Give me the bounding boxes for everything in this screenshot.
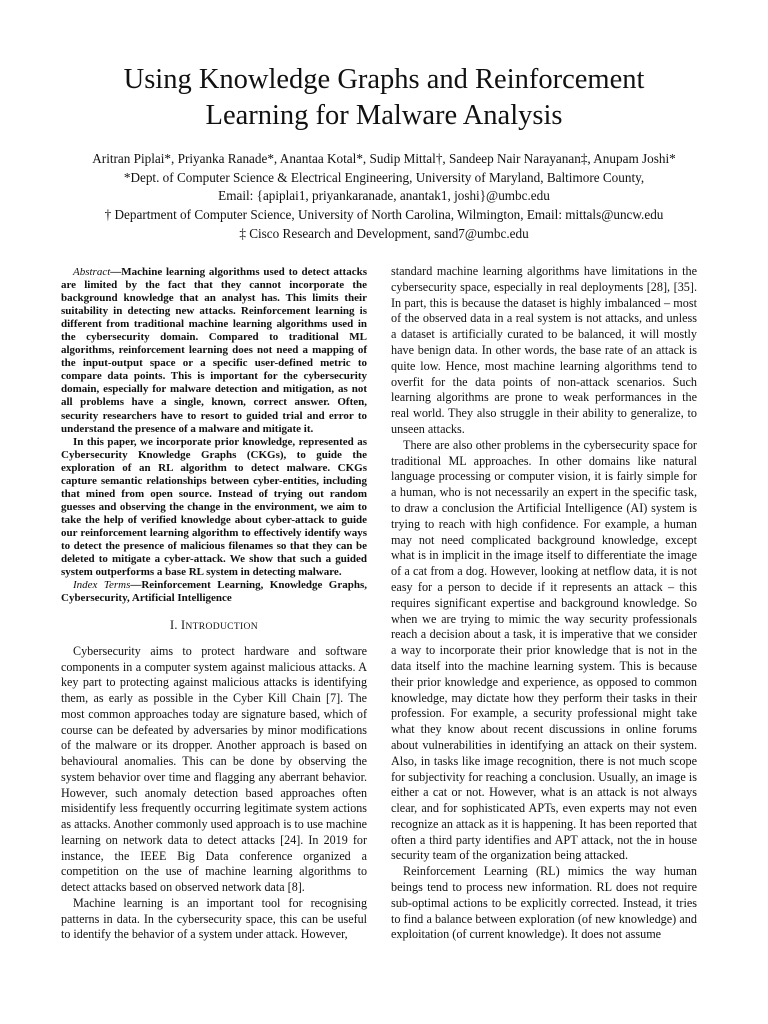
affiliation-umbc-email: Email: {apiplai1, priyankaranade, anantak1, joshi}@umbc.edu — [218, 188, 550, 204]
affiliation-umbc: *Dept. of Computer Science & Electrical Engineering, University of Maryland, Baltimore County, — [123, 169, 645, 185]
index-terms-text: —Reinforcement Learning, Knowledge Graphs, Cybersecurity, Artificial Intelligence — [61, 579, 367, 605]
right-paragraph-2: There are also other problems in the cybersecurity space for traditional ML approaches. In other domains like natural language processing or computer vision, it is fairly simple for a human, who is not necessarily an expert in the specific task, to draw a conclusion the Artificial Intelligence (AI) system is trying to reach with high confidence. For example, a human may not need complicated background knowledge, except what is in implicit in the image itself to differentiate the image of a cat from a dog. However, looking at netflow data, it is not easy for a person to decide if it represents an attack – this requires significant expertise and background knowledge. So when we are trying to mimic the way security professionals reach a decision about a task, it is imperative that we consider a way to incorporate their prior knowledge that is not in the data itself into the machine learning system. This is because their prior knowledge and experience, as opposed to common knowledge, may dictate how they perform their tasks in their profession. For example, a security professional might take what they know about recent discussions in online forums about vulnerabilities in identifying an attack on their system. Also, in tasks like image recognition, there is not much scope for subjectivity for reaching a conclusion. Usually, an image is either a cat or not. However, what is an attack is not always clear, and for sophisticated APTs, even experts may not even recognize an attack as it is happening. It has been reported that often a third party identifies and APT attack, not the in house security team of the organization being attacked. — [391, 437, 697, 863]
intro-paragraph-1: Cybersecurity aims to protect hardware and software components in a computer system against malicious attacks. A key part to protecting against malicious attacks is identifying them, as early as possible in the Cyber Kill Chain [7]. The most common approaches today are signature based, which of course can be defeated by adversaries by minor modifications of the malware or its dropper. Another approach is based on behavioural anomalies. This can be done by observing the system behavior over time and flagging any aberrant behavior. However, such anomaly detection based approaches often misidentify less frequently occurring legitimate system actions as attacks. Another commonly used approach is to use machine learning on network data to detect attacks [24]. In 2019 for instance, the IEEE Big Data conference organized a competition on the use of machine learning algorithms to detect attacks based on observed network data [8]. — [61, 643, 367, 895]
abstract — [61, 266, 367, 605]
index-terms-label: Index Terms — [73, 579, 131, 592]
affiliation-uncw: † Department of Computer Science, University of North Carolina, Wilmington, Email: mittals@uncw.edu — [104, 207, 664, 223]
title-line-1: Using Knowledge Graphs and Reinforcement — [123, 64, 645, 95]
right-paragraph-3: Reinforcement Learning (RL) mimics the way human beings tend to process new information. RL does not require sub-optimal actions to be explicitly corrected. Instead, it tries to find a balance between exploration (of new knowledge) and exploitation (of current knowledge). It does not assume — [391, 864, 697, 942]
right-paragraph-1: standard machine learning algorithms have limitations in the cybersecurity space, especially in real deployments [28], [35]. In part, this is because the dataset is highly imbalanced – most of the observed data in a real system is not attacks, and unless a dataset is artificially curated to be balanced, it will mostly have benign data. In other words, the base rate of an attack is quite low. Hence, most machine learning algorithms tend to overfit for the data points of non-attack scenarios. Such learning algorithms are prone to weak performances in the real world. They also struggle in their ability to generalize, to unseen attacks. — [391, 264, 697, 436]
abstract-label: Abstract — [73, 266, 111, 278]
abstract-paragraph-2: In this paper, we incorporate prior knowledge, represented as Cybersecurity Knowledge Graphs (CKGs), to guide the exploration of an RL algorithm to detect malware. CKGs capture semantic relationships between cyber-entities, including that mined from open source. Instead of trying out random guesses and observing the change in the environment, we aim to take the help of verified knowledge about cyber-attack to guide our reinforcement learning algorithm to effectively identify ways to detect the presence of malicious filenames so that they can be deleted to mitigate a cyber-attack. We show that such a guided system outperforms a base RL system in detecting malware. — [61, 435, 367, 579]
author-block — [40, 150, 728, 244]
title-line-2: Learning for Malware Analysis — [205, 100, 563, 131]
right-column — [391, 264, 697, 943]
introduction-left — [61, 644, 367, 943]
section-heading-introduction — [61, 618, 367, 635]
index-terms — [61, 579, 367, 605]
abstract-paragraph-1 — [61, 266, 367, 436]
section-number: I. — [169, 618, 182, 633]
section-title-initial: I — [181, 618, 186, 633]
abstract-text-1: —Machine learning algorithms used to detect attacks are limited by the fact that they cannot incorporate the background knowledge that an analyst has. This limits their suitability in detecting new attacks. Reinforcement learning is different from traditional machine learning algorithms used in the cybersecurity domain. Compared to traditional ML algorithms, reinforcement learning does not need a mapping of the input-output space or a specific user-defined metric to compare data points. This is important for the cybersecurity domain, especially for malware detection and mitigation, as not all problems have a single, known, correct answer. Often, security researchers have to resort to guided trial and error to understand the presence of a malware and mitigate it. — [61, 266, 367, 435]
section-title-rest: NTRODUCTION — [185, 621, 258, 633]
author-list: Aritran Piplai*, Priyanka Ranade*, Anantaa Kotal*, Sudip Mittal†, Sandeep Nair Narayanan‡, Anupam Joshi* — [92, 151, 676, 166]
left-column — [61, 266, 367, 943]
intro-paragraph-2: Machine learning is an important tool for recognising patterns in data. In the cybersecurity space, this can be useful to identify the behavior of a system under attack. However, — [61, 895, 367, 942]
paper-title — [60, 62, 708, 134]
affiliation-cisco: ‡ Cisco Research and Development, sand7@umbc.edu — [239, 225, 529, 241]
